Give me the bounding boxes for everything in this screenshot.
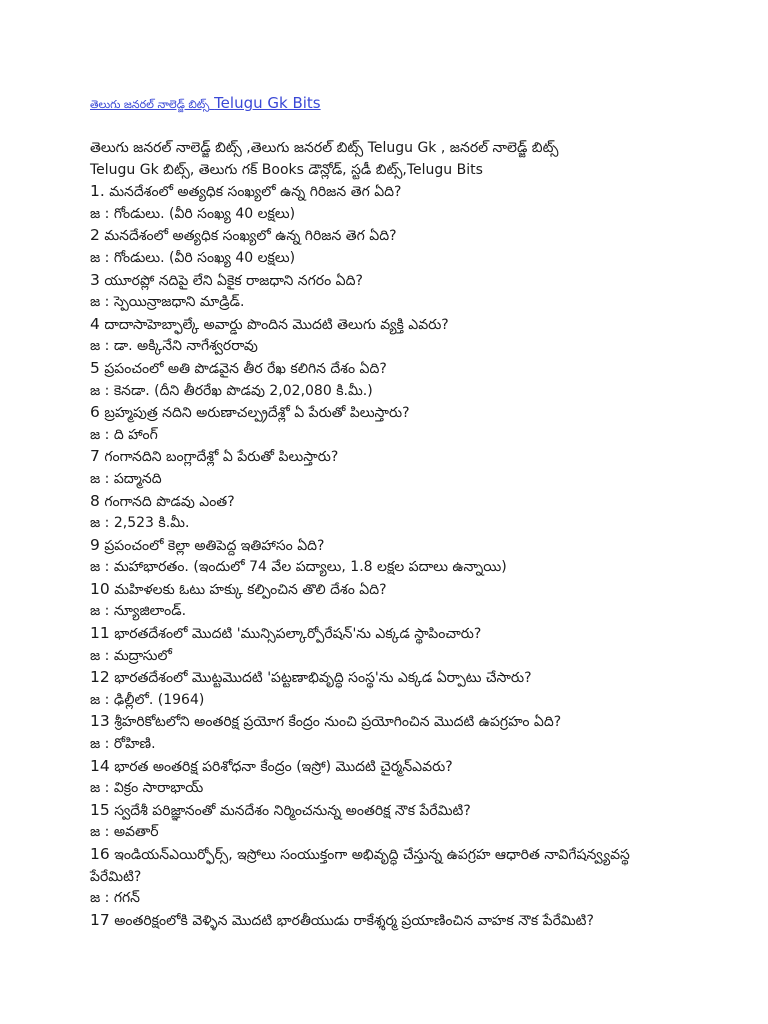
question-text: భారత అంతరిక్ష పరిశోధనా కేంద్రం (ఇస్రో) మొదటి చైర్మన్ఎవరు? — [114, 758, 453, 775]
qa-item — [90, 402, 700, 446]
answer: జ : స్పెయిన్రాజధాని మాడ్రిడ్. — [90, 294, 245, 311]
question-number: 13 — [90, 712, 110, 731]
question — [90, 667, 700, 690]
qa-item — [90, 491, 700, 535]
question — [90, 800, 700, 823]
qa-item — [90, 314, 700, 358]
qa-item — [90, 667, 700, 711]
question-number: 7 — [90, 447, 100, 466]
question-number: 1. — [90, 182, 105, 201]
question-text: భారతదేశంలో మొట్టమొదటి 'పట్టణాభివృద్ధి సంస్థ'ను ఎక్కడ ఏర్పాటు చేసారు? — [114, 670, 532, 687]
qa-item — [90, 358, 700, 402]
qa-item — [90, 446, 700, 490]
question-number: 15 — [90, 800, 110, 819]
answer: జ : గోండులు. (వీరి సంఖ్య 40 లక్షలు) — [90, 249, 296, 266]
question — [90, 579, 700, 602]
question-text: మనదేశంలో అత్యధిక సంఖ్యలో ఉన్న గిరిజన తెగ ఏది? — [109, 184, 402, 201]
qa-item — [90, 800, 700, 844]
question-text: మనదేశంలో అత్యధిక సంఖ్యలో ఉన్న గిరిజన తెగ ఏది? — [104, 228, 397, 245]
answer: జ : 2,523 కి.మీ. — [90, 515, 190, 532]
question-text: ఇండియన్ఎయిర్ఫోర్స్, ఇస్రోలు సంయుక్తంగా అభివృద్ధి చేస్తున్న ఉపగ్రహ ఆధారిత నావిగేషన్వ్యవస్థ — [114, 847, 630, 863]
answer: జ : గగన్ — [90, 890, 141, 907]
qa-item — [90, 623, 700, 667]
answer: జ : పద్మానది — [90, 470, 162, 487]
question-text: ప్రపంచంలో కెల్లా అతిపెద్ద ఇతిహాసం ఏది? — [104, 537, 325, 554]
qa-item — [90, 910, 700, 933]
intro-line: Telugu Gk బిట్స్, తెలుగు గక్ Books డౌన్లోడ్, స్టడీ బిట్స్,Telugu Bits — [90, 161, 483, 178]
qa-item — [90, 844, 700, 910]
question — [90, 270, 700, 293]
article-body — [90, 138, 700, 932]
question-number: 5 — [90, 358, 100, 377]
qa-item — [90, 270, 700, 314]
question — [90, 402, 700, 425]
title-telugu: తెలుగు జనరల్ నాలెడ్జ్ బిట్స్ — [90, 98, 210, 111]
question-continuation: పేరేమిటి? — [90, 868, 142, 885]
question-text: గంగానది పొడవు ఎంత? — [104, 493, 235, 510]
question-text: అంతరిక్షంలోకి వెళ్ళిన మొదటి భారతీయుడు రాకేశ్శర్మ ప్రయాణించిన వాహక నౌక పేరేమిటి? — [114, 912, 594, 929]
question — [90, 535, 700, 558]
qa-item — [90, 711, 700, 755]
question — [90, 623, 700, 646]
answer: జ : అవతార్ — [90, 824, 159, 841]
question-text: ప్రపంచంలో అతి పొడవైన తీర రేఖ కలిగిన దేశం ఏది? — [104, 360, 387, 377]
question — [90, 491, 700, 514]
question-text: మహిళలకు ఓటు హక్కు కల్పించిన తొలి దేశం ఏది? — [114, 581, 387, 598]
answer: జ : మహాభారతం. (ఇందులో 74 వేల పద్యాలు, 1.8 లక్షల పదాలు ఉన్నాయి) — [90, 559, 507, 576]
question-text: శ్రీహరికోటలోని అంతరిక్ష ప్రయోగ కేంద్రం నుంచి ప్రయోగించిన మొదటి ఉపగ్రహం ఏది? — [114, 714, 562, 731]
answer: జ : రోహిణి. — [90, 736, 156, 753]
question-text: బ్రహ్మపుత్ర నదిని అరుణాచల్ప్రదేశ్లో ఏ పేరుతో పిలుస్తారు? — [104, 405, 410, 422]
question-number: 17 — [90, 910, 110, 929]
intro-line: తెలుగు జనరల్ నాలెడ్జ్ బిట్స్ ,తెలుగు జనరల్ బిట్స్ Telugu Gk , జనరల్ నాలెడ్జ్ బిట్స్ — [90, 140, 559, 156]
answer: జ : న్యూజిలాండ్. — [90, 603, 187, 620]
question — [90, 314, 700, 337]
question — [90, 225, 700, 248]
qa-item — [90, 225, 700, 269]
answer: జ : కెనడా. (దీని తీరరేఖ పొడవు 2,02,080 కి.మీ.) — [90, 382, 373, 399]
question-number: 9 — [90, 535, 100, 554]
answer: జ : డా. అక్కినేని నాగేశ్వరరావు — [90, 338, 258, 355]
answer: జ : మద్రాసులో — [90, 647, 172, 664]
question-number: 10 — [90, 579, 110, 598]
question-text: స్వదేశీ పరిజ్ఞానంతో మనదేశం నిర్మించనున్న అంతరిక్ష నౌక పేరేమిటి? — [114, 802, 471, 819]
question-number: 11 — [90, 624, 110, 643]
question — [90, 181, 700, 204]
answer: జ : విక్రం సారాభాయ్ — [90, 780, 204, 797]
question — [90, 844, 700, 867]
qa-item — [90, 535, 700, 579]
title-english: Telugu Gk Bits — [214, 94, 321, 112]
qa-item — [90, 181, 700, 225]
question — [90, 756, 700, 779]
question-text: యూరప్లో నదిపై లేని ఏకైక రాజధాని నగరం ఏది? — [104, 272, 363, 289]
question-number: 6 — [90, 403, 100, 422]
answer: జ : ది హాంగ్ — [90, 426, 158, 443]
question — [90, 910, 700, 933]
answer: జ : గోండులు. (వీరి సంఖ్య 40 లక్షలు) — [90, 205, 296, 222]
question-number: 16 — [90, 845, 110, 863]
answer: జ : ఢిల్లీలో. (1964) — [90, 691, 205, 708]
title-link[interactable] — [90, 94, 321, 114]
question-number: 8 — [90, 491, 100, 510]
question-text: భారతదేశంలో మొదటి 'మున్సిపల్కార్పోరేషన్'ను ఎక్కడ స్థాపించారు? — [114, 626, 482, 643]
question — [90, 358, 700, 381]
qa-item — [90, 756, 700, 800]
question-number: 2 — [90, 226, 100, 245]
question-text: గంగానదిని బంగ్లాదేశ్లో ఏ పేరుతో పిలుస్తారు? — [104, 449, 339, 466]
intro-paragraph — [90, 138, 700, 181]
question — [90, 446, 700, 469]
question-number: 4 — [90, 314, 100, 333]
question — [90, 711, 700, 734]
question-number: 3 — [90, 270, 100, 289]
question-text: దాదాసాహెబ్ఫాల్కే అవార్డు పొందిన మొదటి తెలుగు వ్యక్తి ఎవరు? — [104, 316, 449, 333]
qa-item — [90, 579, 700, 623]
question-number: 14 — [90, 756, 110, 775]
question-number: 12 — [90, 668, 110, 687]
